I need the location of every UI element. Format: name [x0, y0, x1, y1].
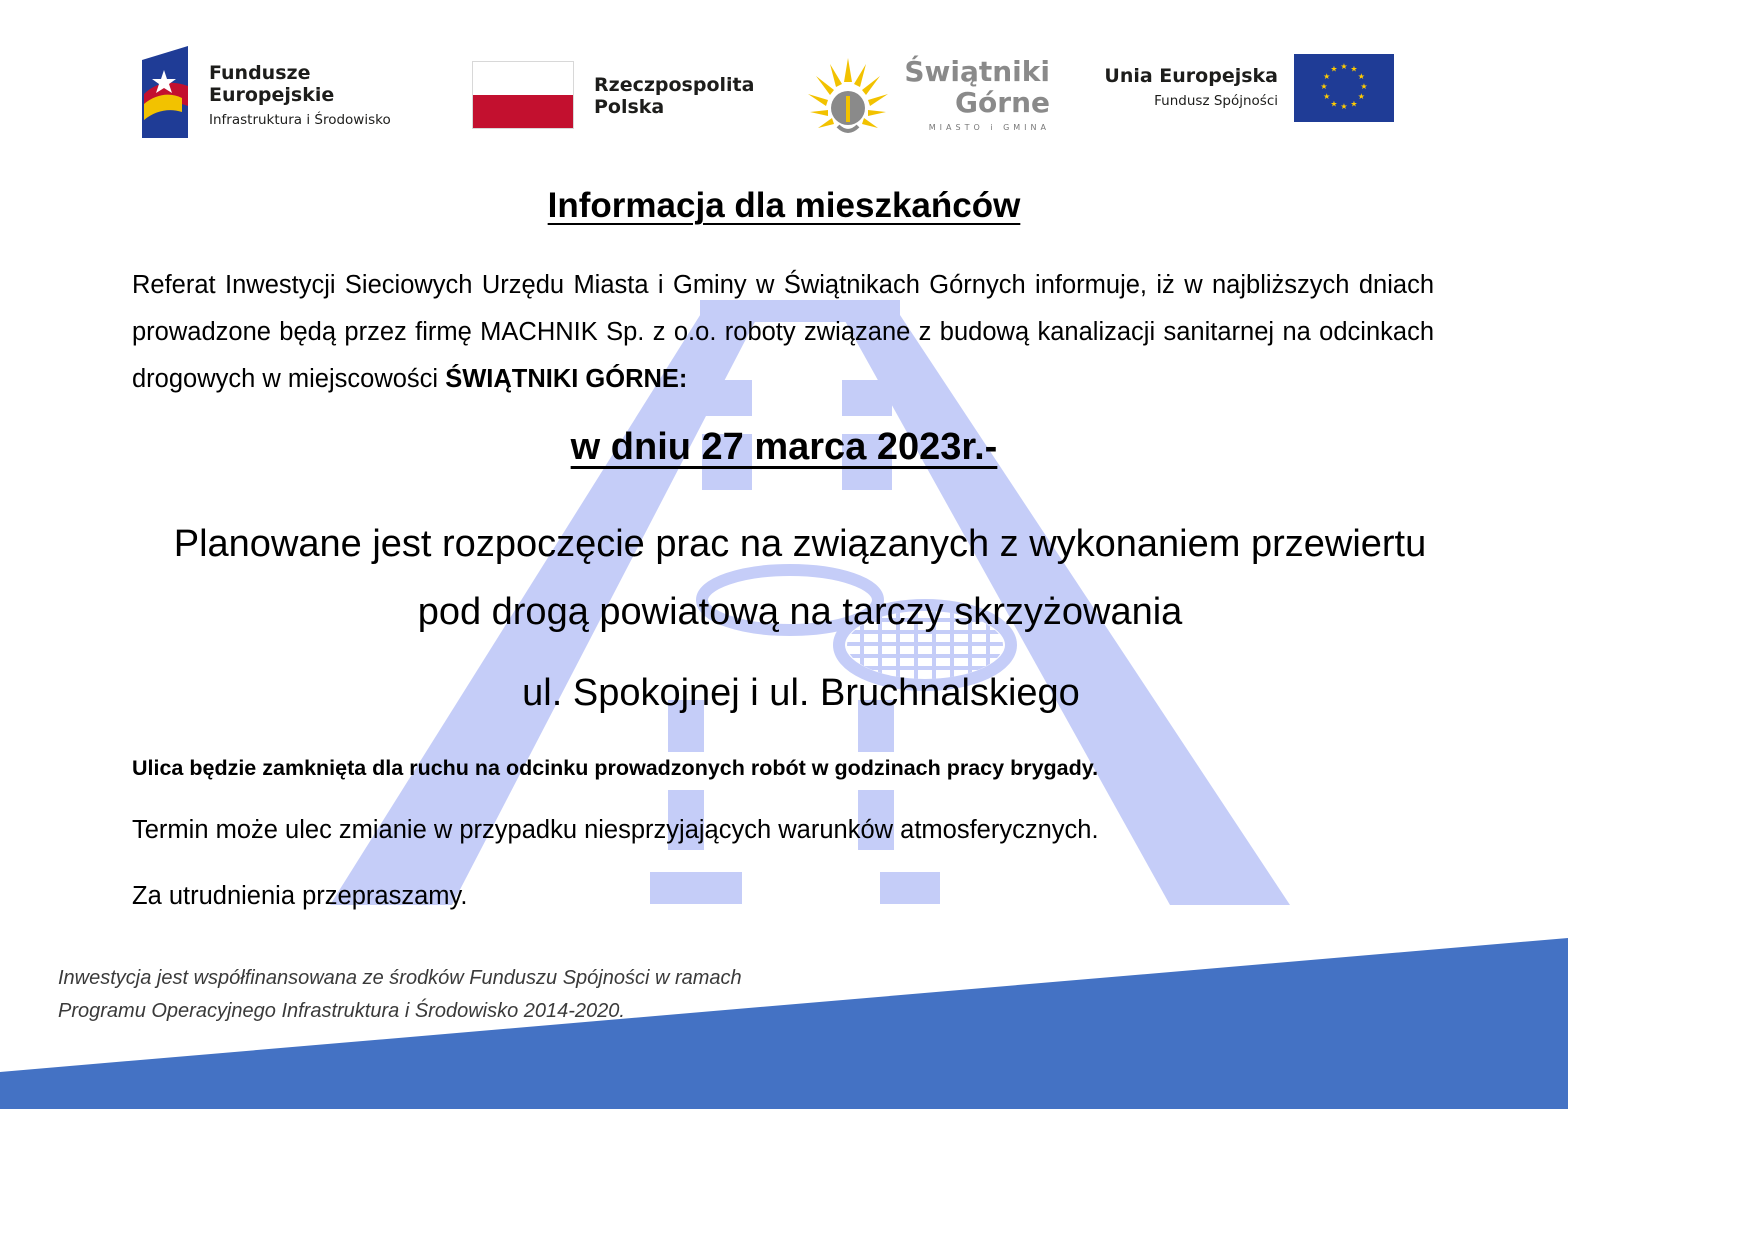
svg-text:★: ★	[1330, 64, 1338, 74]
eu-flag-icon	[1294, 54, 1394, 122]
poland-line1: Rzeczpospolita	[594, 74, 755, 96]
svg-text:★: ★	[1350, 64, 1358, 74]
funds-name-line2: Europejskie	[209, 84, 335, 106]
svg-text:★: ★	[1350, 99, 1358, 109]
municipality-line2: Górne	[955, 86, 1050, 119]
poland-logo	[472, 61, 772, 131]
svg-text:★: ★	[1340, 62, 1348, 71]
municipality-emblem-icon	[806, 52, 890, 138]
poland-flag-icon	[472, 61, 574, 129]
apology: Za utrudnienia przepraszamy.	[132, 882, 468, 910]
intro-place: ŚWIĄTNIKI GÓRNE:	[445, 365, 688, 393]
svg-text:★: ★	[1330, 99, 1338, 109]
poland-line2: Polska	[594, 96, 665, 118]
funding-note	[58, 962, 878, 1028]
svg-text:★: ★	[1357, 72, 1365, 81]
eu-name: Unia Europejska	[1104, 65, 1278, 87]
funds-name-line1: Fundusze	[209, 62, 311, 84]
funds-logo	[142, 46, 412, 138]
funding-note-line1: Inwestycja jest współfinansowana ze środków Funduszu Spójności w ramach	[58, 967, 742, 989]
eu-fund: Fundusz Spójności	[1154, 93, 1278, 109]
notice-title-text: Informacja dla mieszkańców	[547, 186, 1021, 225]
svg-text:★: ★	[1340, 102, 1348, 111]
weather-notice: Termin może ulec zmianie w przypadku niesprzyjających warunków atmosferycznych.	[132, 816, 1099, 844]
svg-text:★: ★	[1320, 82, 1328, 91]
work-date	[0, 426, 1568, 469]
municipality-logo	[806, 52, 1056, 138]
intro-text: Referat Inwestycji Sieciowych Urzędu Miasta i Gminy w Świątnikach Górnych informuje, iż w najbliższych dniach prowadzone będą przez firmę MACHNIK Sp. z o.o. roboty związane z budową kanalizacji sanitarnej na odcinkach drogowych w miejscowości	[132, 271, 1434, 393]
funding-note-line2: Programu Operacyjnego Infrastruktura i Środowisko 2014-2020.	[58, 1000, 625, 1022]
work-date-text: w dniu 27 marca 2023r.-	[570, 426, 998, 468]
svg-text:★: ★	[1323, 72, 1331, 81]
svg-text:★: ★	[1357, 92, 1365, 101]
eu-logo	[1090, 54, 1400, 124]
funds-program: Infrastruktura i Środowisko	[209, 112, 391, 128]
notice-title	[0, 186, 1568, 226]
svg-text:★: ★	[1360, 82, 1368, 91]
funds-emblem-icon	[142, 46, 192, 138]
municipality-line3: MIASTO i GMINA	[928, 123, 1050, 132]
streets: ul. Spokojnej i ul. Bruchnalskiego	[522, 672, 1080, 714]
municipality-line1: Świątniki	[904, 55, 1050, 88]
planned-works: Planowane jest rozpoczęcie prac na związanych z wykonaniem przewiertu pod drogą powiatową na tarczy skrzyżowania	[173, 523, 1427, 633]
closure-notice: Ulica będzie zamknięta dla ruchu na odcinku prowadzonych robót w godzinach pracy brygady.	[132, 756, 1099, 780]
svg-text:★: ★	[1323, 92, 1331, 101]
intro-paragraph	[132, 262, 1434, 403]
